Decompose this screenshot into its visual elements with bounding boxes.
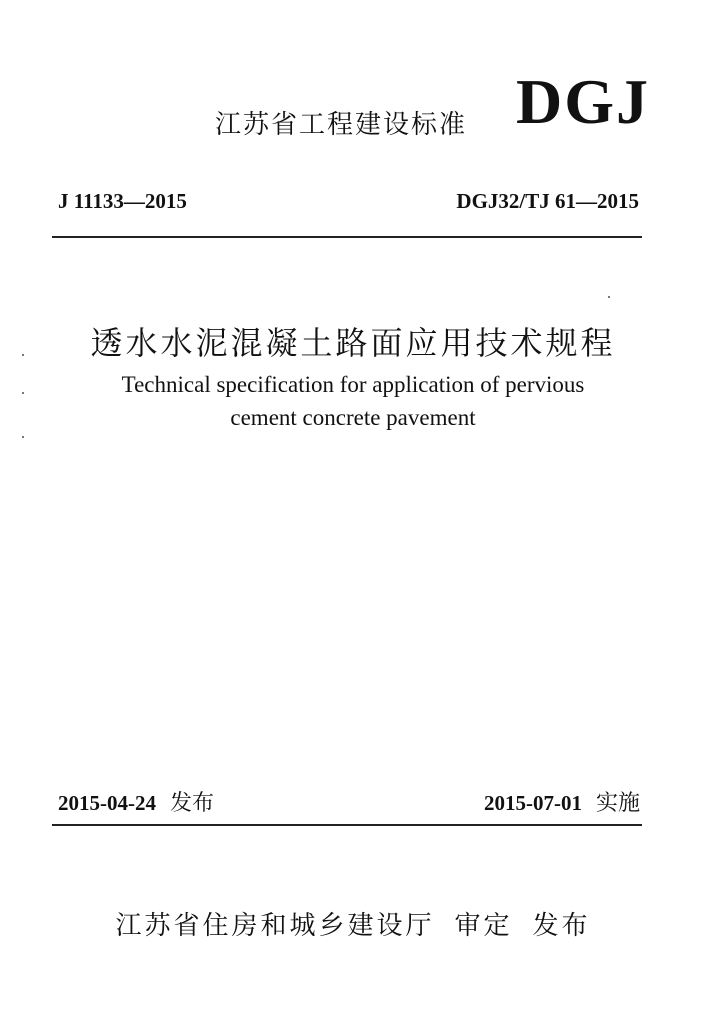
scan-speck: [22, 436, 24, 438]
dgj-logo: DGJ: [516, 66, 650, 137]
title-english: [0, 368, 706, 434]
publisher-line: [0, 905, 706, 942]
issue-date: 2015-04-24: [58, 791, 156, 815]
title-chinese: 透水水泥混凝土路面应用技术规程: [90, 324, 616, 362]
title-english-line-2: cement concrete pavement: [230, 405, 476, 430]
scan-speck: [22, 354, 24, 356]
standard-category: 江苏省工程建设标准: [215, 110, 468, 140]
issue-label: 发布: [170, 791, 215, 816]
bottom-divider: [52, 824, 642, 826]
title-english-line-1: Technical specification for application of pervious: [121, 372, 585, 397]
publisher-authority: 江苏省住房和城乡建设厅: [115, 911, 435, 941]
top-divider: [52, 236, 642, 238]
scan-speck: [22, 392, 24, 394]
issue-date-block: [58, 786, 214, 817]
publisher-approve: 审定: [454, 911, 513, 941]
scan-speck: [608, 296, 610, 298]
publisher-issue: 发布: [532, 911, 591, 941]
effective-date: 2015-07-01: [483, 791, 582, 815]
filing-number: J 11133—2015: [58, 189, 187, 213]
standard-number: DGJ32/TJ 61—2015: [456, 189, 639, 213]
effective-date-block: [484, 786, 640, 817]
effective-label: 实施: [595, 791, 640, 816]
